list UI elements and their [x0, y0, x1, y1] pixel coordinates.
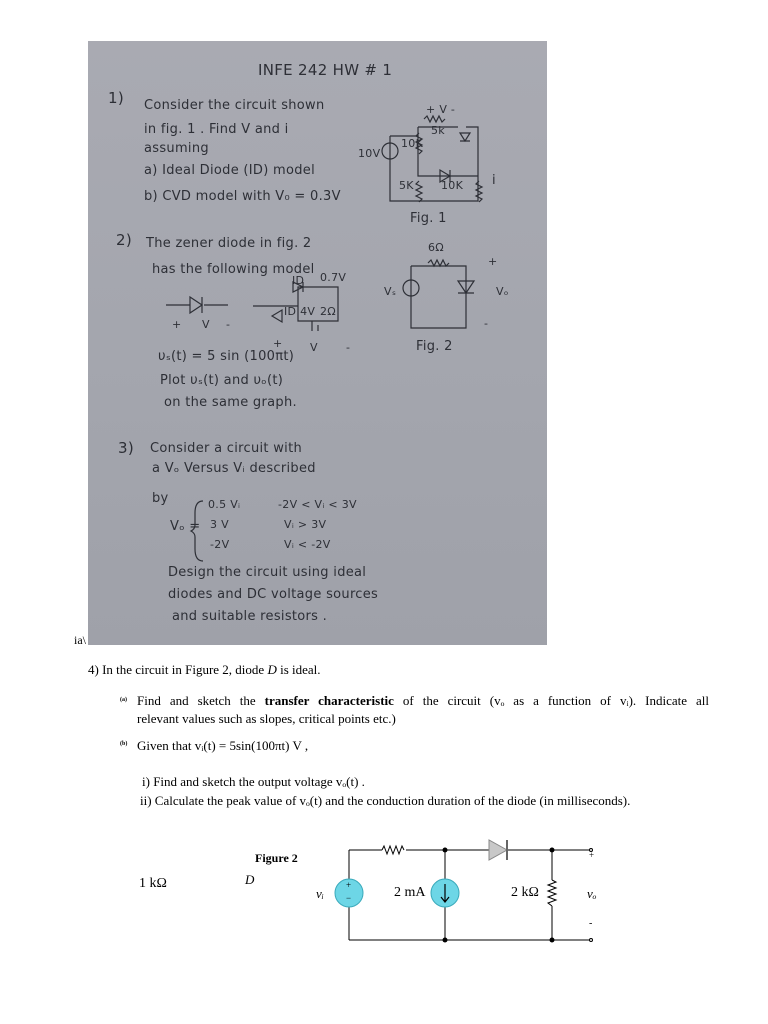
- fig2-vs: Vₛ: [384, 285, 397, 298]
- model-v-2: V: [310, 341, 318, 354]
- photo-title: INFE 242 HW # 1: [258, 61, 393, 79]
- q1-line-2: in fig. 1 . Find V and i: [144, 122, 289, 137]
- q3-line-3: by: [152, 491, 169, 506]
- q3-case-3-expr: -2V: [210, 538, 230, 551]
- r2-label: 2 kΩ: [511, 885, 539, 900]
- junction-dot: [550, 938, 555, 943]
- part-a-line-2: relevant values such as slopes, critical points etc.): [137, 711, 396, 726]
- current-source-label: 2 mA: [394, 885, 426, 900]
- output-terminal-bottom: [590, 939, 593, 942]
- fig2-plus: +: [488, 255, 498, 268]
- fig2-6ohm: 6Ω: [428, 241, 445, 254]
- part-a-text-1: Find and sketch the: [137, 693, 265, 708]
- q3-design-3: and suitable resistors .: [172, 609, 328, 624]
- part-a-bold: transfer characteristic: [264, 693, 394, 708]
- q3-design-1: Design the circuit using ideal: [168, 565, 367, 580]
- model-4v: ID 4V: [284, 305, 316, 318]
- q1-line-4: a) Ideal Diode (ID) model: [144, 163, 316, 178]
- fig2-minus: -: [484, 317, 489, 330]
- q3-line-1: Consider a circuit with: [150, 441, 303, 456]
- junction-dot: [443, 938, 448, 943]
- part-b-line: Given that vᵢ(t) = 5sin(100πt) V ,: [137, 738, 309, 753]
- junction-dot: [550, 848, 555, 853]
- q2-line-3: υₛ(t) = 5 sin (100πt): [158, 349, 295, 364]
- vi-label: vᵢ: [316, 886, 324, 901]
- q1-line-1: Consider the circuit shown: [144, 98, 325, 113]
- diode-symbol: [489, 840, 507, 860]
- q3-vo: Vₒ =: [170, 519, 201, 534]
- q4-intro-a: 4) In the circuit in Figure 2, diode: [88, 662, 268, 677]
- part-a-text-2: of the circuit (vₒ as a function of vᵢ). Indicate all: [393, 693, 709, 708]
- r1-label: 1 kΩ: [139, 876, 167, 891]
- model-id: ID: [292, 274, 305, 287]
- model-plus: +: [172, 318, 182, 331]
- q3-case-1-expr: 0.5 Vᵢ: [208, 498, 241, 511]
- q2-line-4: Plot υₛ(t) and υₒ(t): [160, 373, 284, 388]
- q3-number: 3): [118, 439, 134, 457]
- q3-case-3-cond: Vᵢ < -2V: [284, 538, 331, 551]
- part-a-tag: (a): [120, 697, 127, 703]
- q1-line-3: assuming: [144, 141, 209, 156]
- part-b-tag: (b): [120, 741, 128, 747]
- q4-intro-d: D: [267, 662, 277, 677]
- q3-line-2: a Vₒ Versus Vᵢ described: [152, 461, 316, 476]
- q3-case-2-expr: 3 V: [210, 518, 229, 531]
- diode-label: D: [245, 872, 255, 887]
- q1-line-5: b) CVD model with V₀ = 0.3V: [144, 189, 341, 204]
- fig1-i-label: i: [492, 173, 496, 188]
- fig1-10k-left: 10K: [401, 137, 424, 150]
- fig1-5k-bottom: 5K: [399, 179, 414, 192]
- q2-number: 2): [116, 231, 132, 249]
- fig1-v-label: + V -: [426, 103, 456, 116]
- source-plus: +: [346, 880, 352, 890]
- vo-label: vₒ: [587, 886, 597, 901]
- fig2-vo: Vₒ: [496, 285, 509, 298]
- model-minus-2: -: [346, 341, 351, 354]
- fig1-10k-right: 10K: [441, 179, 464, 192]
- q1-number: 1): [108, 89, 124, 107]
- stray-text: ia\: [74, 633, 86, 647]
- vo-minus: -: [589, 918, 593, 929]
- source-minus: −: [346, 893, 352, 903]
- resistor-2k: [548, 880, 556, 906]
- figure-title: Figure 2: [255, 851, 298, 865]
- fig2-caption: Fig. 2: [416, 339, 453, 354]
- resistor-1k: [382, 846, 404, 854]
- model-v: V: [202, 318, 210, 331]
- q3-case-2-cond: Vᵢ > 3V: [284, 518, 327, 531]
- q4-intro-b: is ideal.: [276, 662, 321, 677]
- vo-plus: +: [589, 850, 595, 860]
- fig1-5k-top: 5k: [431, 124, 445, 137]
- fig1-caption: Fig. 1: [410, 211, 447, 226]
- q3-case-1-cond: -2V < Vᵢ < 3V: [278, 498, 357, 511]
- sub-i: i) Find and sketch the output voltage vₒ(t) .: [142, 774, 365, 789]
- q3-design-2: diodes and DC voltage sources: [168, 587, 379, 602]
- junction-dot: [443, 848, 448, 853]
- q2-line-2: has the following model: [152, 262, 315, 277]
- q2-line-1: The zener diode in fig. 2: [146, 236, 312, 251]
- model-2ohm: 2Ω: [320, 305, 337, 318]
- sub-ii: ii) Calculate the peak value of vₒ(t) and the conduction duration of the diode (in milliseconds).: [140, 793, 631, 808]
- model-minus: -: [226, 318, 231, 331]
- model-0.7v: 0.7V: [320, 271, 347, 284]
- fig1-source: 10V: [358, 147, 381, 160]
- q2-line-5: on the same graph.: [164, 395, 297, 410]
- model-plus-2: +: [273, 337, 283, 350]
